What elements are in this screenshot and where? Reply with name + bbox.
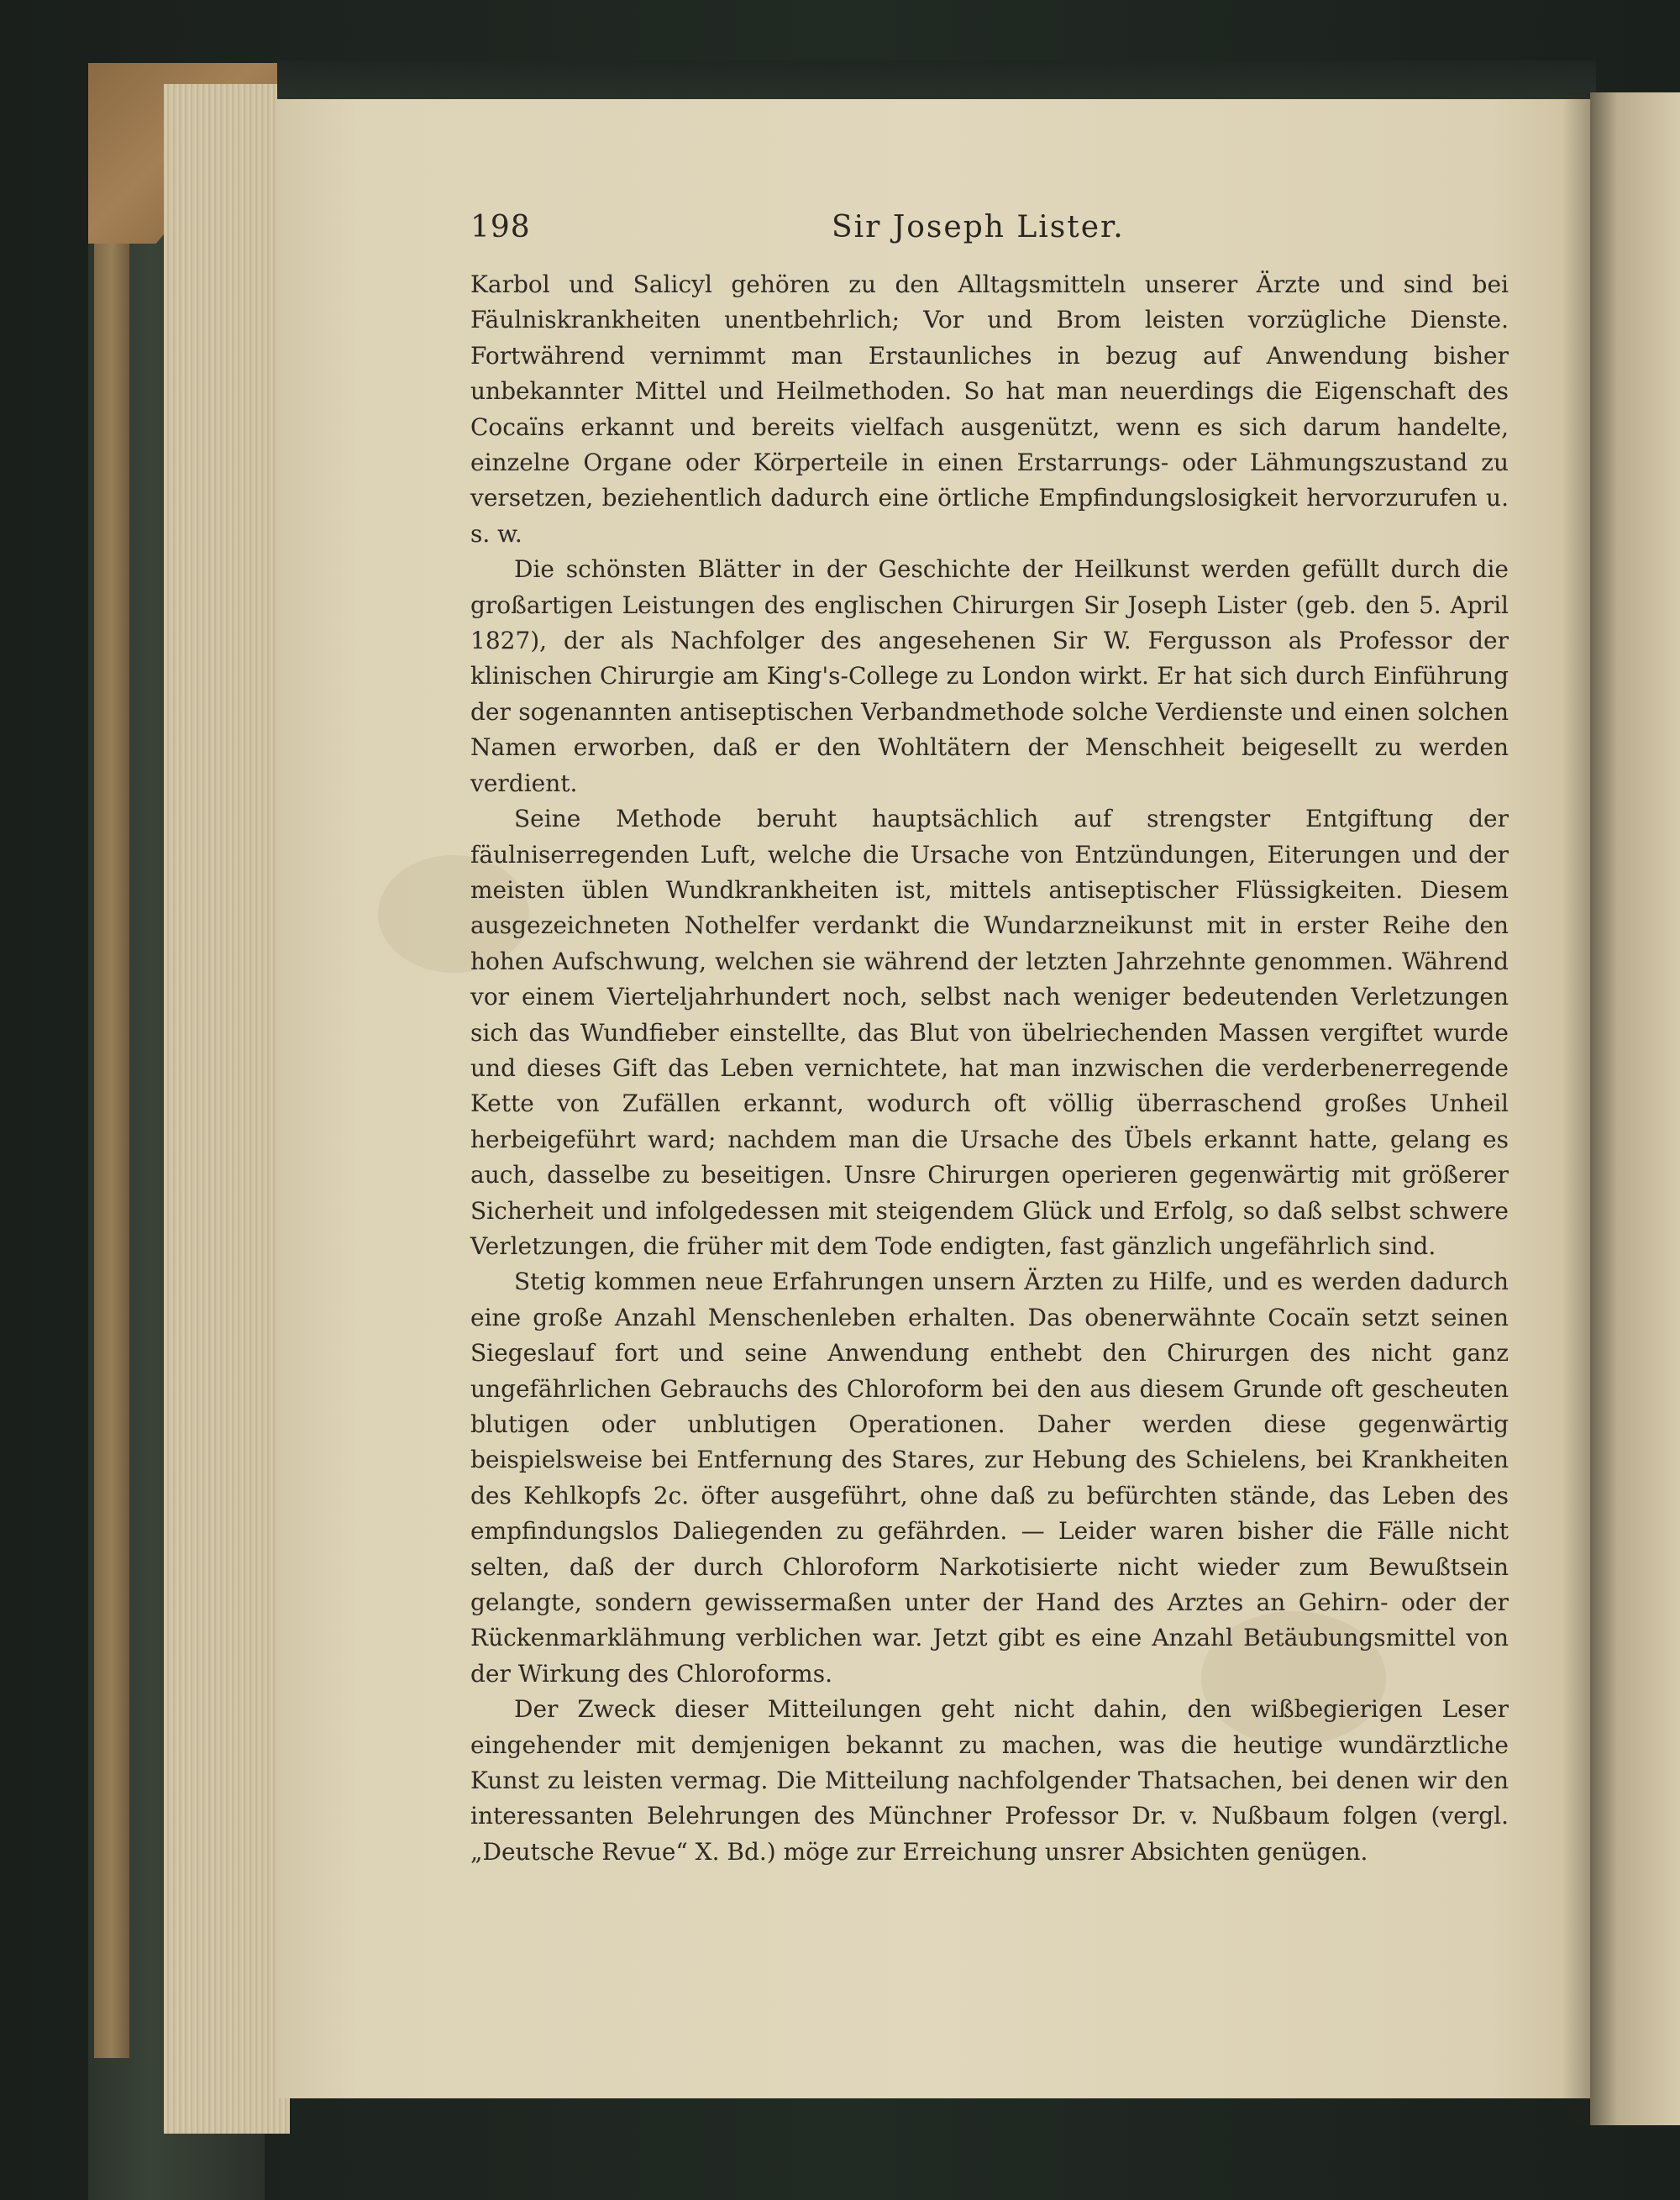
paragraph: Stetig kommen neue Erfahrungen unsern Ärzten zu Hilfe, und es werden dadurch eine große Anzahl Menschenleben erhalten. Das obenerwähnte Cocaïn setzt seinen Siegeslauf fort und seine Anwendung enthebt den Chirurgen des nicht ganz ungefährlichen Gebrauchs des Chloroform bei den aus diesem Grunde oft gescheuten blutigen oder unblutigen Operationen. Daher werden diese gegenwärtig beispielsweise bei Entfernung des Stares, zur Hebung des Schielens, bei Krankheiten des Kehlkopfs 2c. öfter ausgeführt, ohne daß zu befürchten stände, das Leben des empfindungslos Daliegenden zu gefährden. — Leider waren bisher die Fälle nicht selten, daß der durch Chloroform Narkotisierte nicht wieder zum Bewußtsein gelangte, sondern gewissermaßen unter der Hand des Arztes an Gehirn- oder der Rückenmarklähmung verblichen war. Jetzt gibt es eine Anzahl Betäubungsmittel von der Wirkung des Chloroforms. (470, 1268, 1509, 1688)
page-header (470, 210, 1504, 260)
page-edges (164, 84, 290, 2134)
book-cover-edge (94, 244, 129, 2058)
paragraph: Der Zweck dieser Mitteilungen geht nicht dahin, den wißbegierigen Leser eingehender mit demjenigen bekannt zu machen, was die heutige wundärztliche Kunst zu leisten vermag. Die Mitteilung nachfolgender Thatsachen, bei denen wir den interessanten Belehrungen des Münchner Professor Dr. v. Nußbaum folgen (vergl. „Deutsche Revue“ X. Bd.) möge zur Erreichung unsrer Absichten genügen. (470, 1695, 1509, 1866)
background-strip (277, 60, 1596, 102)
facing-page-edge (1590, 92, 1680, 2125)
paragraph: Karbol und Salicyl gehören zu den Alltagsmitteln unserer Ärzte und sind bei Fäulniskrankheiten unentbehrlich; Vor und Brom leisten vorzügliche Dienste. Fortwährend vernimmt man Erstaunliches in bezug auf Anwendung bisher unbekannter Mittel und Heilmethoden. So hat man neuerdings die Eigenschaft des Cocaïns erkannt und bereits vielfach ausgenützt, wenn es sich darum handelte, einzelne Organe oder Körperteile in einen Erstarrungs- oder Lähmungszustand zu versetzen, beziehentlich dadurch eine örtliche Empfindungslosigkeit hervorzurufen u. s. w. (470, 270, 1509, 548)
body-text (470, 267, 1509, 1870)
paragraph: Seine Methode beruht hauptsächlich auf strengster Entgiftung der fäulniserregenden Luft, welche die Ursache von Entzündungen, Eiterungen und der meisten üblen Wundkrankheiten ist, mittels antiseptischer Flüssigkeiten. Diesem ausgezeichneten Nothelfer verdankt die Wundarzneikunst mit in erster Reihe den hohen Aufschwung, welchen sie während der letzten Jahrzehnte genommen. Während vor einem Vierteljahrhundert noch, selbst nach weniger bedeutenden Verletzungen sich das Wundfieber einstellte, das Blut von übelriechenden Massen vergiftet wurde und dieses Gift das Leben vernichtete, hat man inzwischen die verderbenerregende Kette von Zufällen erkannt, wodurch oft völlig überraschend großes Unheil herbeigeführt ward; nachdem man die Ursache des Übels erkannt hatte, gelang es auch, dasselbe zu beseitigen. Unsre Chirurgen operieren gegenwärtig mit größerer Sicherheit und infolgedessen mit steigendem Glück und Erfolg, so daß selbst schwere Verletzungen, die früher mit dem Tode endigten, fast gänzlich ungefährlich sind. (470, 805, 1509, 1260)
page-number: 198 (470, 210, 531, 244)
running-head: Sir Joseph Lister. (832, 210, 1125, 244)
paragraph: Die schönsten Blätter in der Geschichte der Heilkunst werden gefüllt durch die großartigen Leistungen des englischen Chirurgen Sir Joseph Lister (geb. den 5. April 1827), der als Nachfolger des angesehenen Sir W. Fergusson als Professor der klinischen Chirurgie am King's-College zu London wirkt. Er hat sich durch Einführung der sogenannten antiseptischen Verbandmethode solche Verdienste und einen solchen Namen erworben, daß er den Wohltätern der Menschheit beigesellt zu werden verdient. (470, 555, 1509, 797)
